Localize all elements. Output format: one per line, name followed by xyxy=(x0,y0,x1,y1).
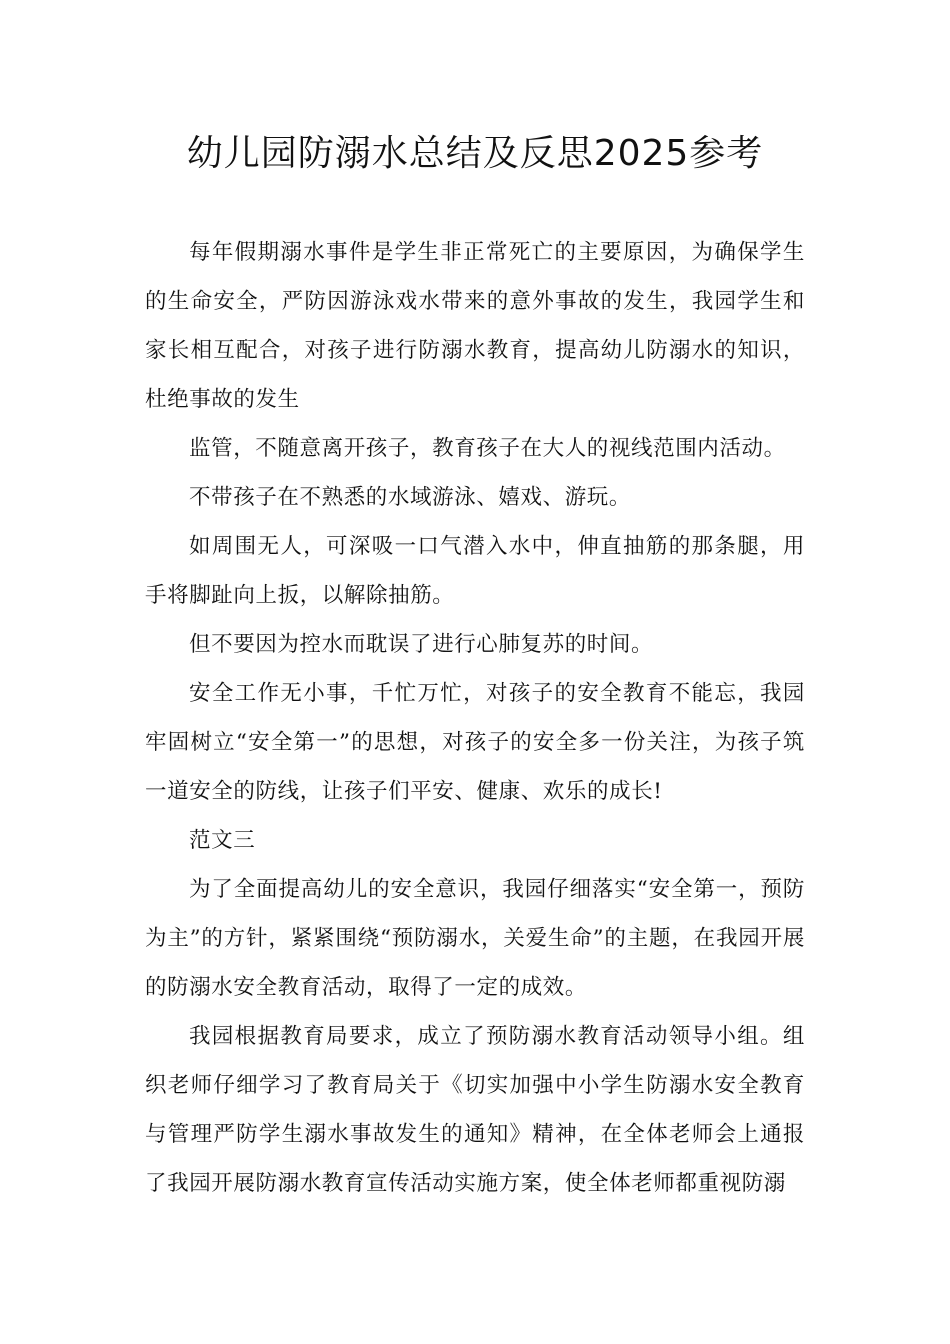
paragraph-5: 但不要因为控水而耽误了进行心肺复苏的时间。 xyxy=(189,632,654,657)
document-body xyxy=(145,228,805,1208)
paragraph-1: 每年假期溺水事件是学生非正常死亡的主要原因，为确保学生的生命安全，严防因游泳戏水带来的意外事故的发生，我园学生和家长相互配合，对孩子进行防溺水教育，提高幼儿防溺水的知识，杜绝事故的发生 xyxy=(145,240,805,412)
section-heading-sample-three: 范文三 xyxy=(189,828,256,853)
paragraph-2: 监管，不随意离开孩子，教育孩子在大人的视线范围内活动。 xyxy=(189,436,786,461)
paragraph-6: 安全工作无小事，千忙万忙，对孩子的安全教育不能忘，我园牢固树立“安全第一”的思想，对孩子的安全多一份关注，为孩子筑一道安全的防线，让孩子们平安、健康、欢乐的成长! xyxy=(145,681,805,804)
paragraph-3: 不带孩子在不熟悉的水域游泳、嬉戏、游玩。 xyxy=(189,485,632,510)
paragraph-8: 我园根据教育局要求，成立了预防溺水教育活动领导小组。组织老师仔细学习了教育局关于《切实加强中小学生防溺水安全教育与管理严防学生溺水事故发生的通知》精神，在全体老师会上通报了我园开展防溺水教育宣传活动实施方案，使全体老师都重视防溺 xyxy=(145,1024,805,1196)
document-title: 幼儿园防溺水总结及反思2025参考 xyxy=(186,133,764,174)
paragraph-4: 如周围无人，可深吸一口气潜入水中，伸直抽筋的那条腿，用手将脚趾向上扳，以解除抽筋。 xyxy=(145,534,805,608)
paragraph-7: 为了全面提高幼儿的安全意识，我园仔细落实“安全第一，预防为主”的方针，紧紧围绕“预防溺水，关爱生命”的主题，在我园开展的防溺水安全教育活动，取得了一定的成效。 xyxy=(145,877,805,1000)
